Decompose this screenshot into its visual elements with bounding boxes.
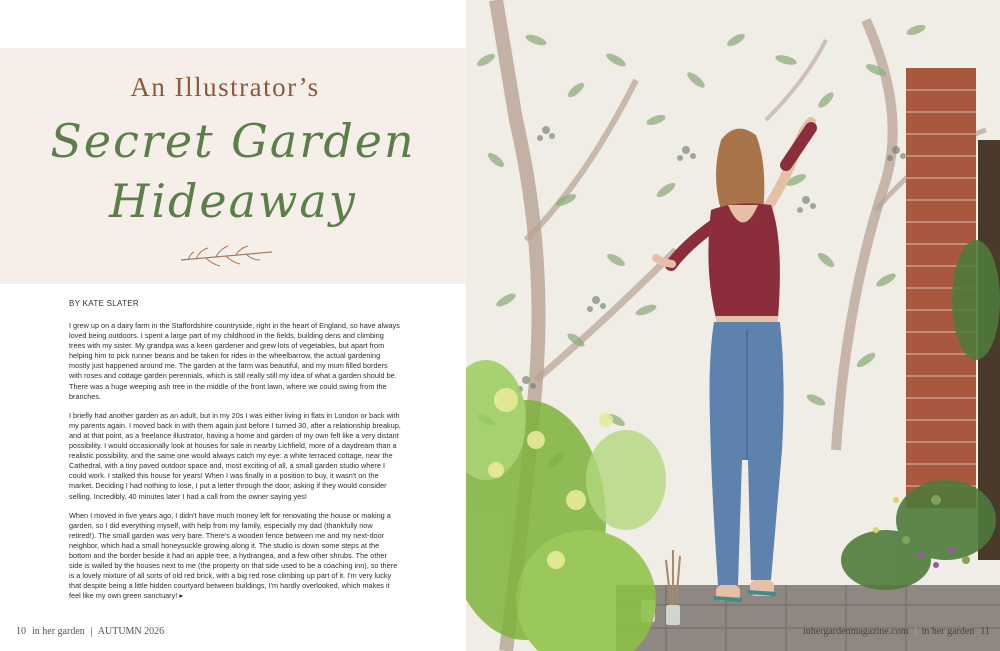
byline: BY KATE SLATER — [69, 299, 140, 308]
right-page-number: 11 — [980, 626, 990, 637]
title-line-1: An Illustrator’s — [130, 72, 320, 102]
right-folio — [803, 626, 990, 637]
paragraph: When I moved in five years ago, I didn't have much money left for renovating the house or making a garden, so I did everything myself, with help from my family, especially my dad (thankfully now retired!). The small garden was very bare. There's a wooden fence between me and my next-door neighbor, which had a small honeysuckle growing along it. The studio is down some steps at the bottom and the border beside it had an apple tree, a hydrangea, and a few other shrubs. The other side is walled by the houses next to me (the property on that side used to be a coaching inn), so there is a lovely mixture of all sorts of old red brick, with a big red rose climbing up part of it. I'm very lucky that despite being a little hidden courtyard between buildings, I'm hardly overlooked, which makes it feel like my own green sanctuary! ▸ — [69, 510, 398, 601]
title-script-line-2: Hideaway — [109, 174, 357, 228]
folio-divider — [915, 627, 916, 637]
leaf-sprig-ornament — [176, 240, 276, 272]
paragraph: I grew up on a dairy farm in the Staffordshire countryside, right in the heart of England, so have always loved being outdoors. I spent a large part of my childhood in the fields, building dens and climbing trees with my sister. My grandpa was a keen gardener and grew lots of vegetables, but apart from helping him to pick runner beans and be taken for rides in the wheelbarrow, the actual gardening mostly just happened around me. The garden at the farm was beautiful, and my mum filled borders with roses and cottage garden perennials, which is still really still my idea of what a garden should be. There was a huge weeping ash tree in the middle of the front lawn, where we could swing from the branches. — [69, 321, 400, 401]
left-page-number: 10 — [16, 626, 26, 637]
website-label: inhergardenmagazine.com — [802, 626, 909, 637]
magazine-name: in her garden — [32, 626, 85, 637]
left-page — [0, 0, 466, 651]
title-script-line-1: Secret Garden — [50, 114, 416, 168]
paragraph: I briefly had another garden as an adult, but in my 20s I was either living in flats in London or back with my parents again. I moved back in with them again just before I turned 30, after a relationship breakup, and at that point, as a freelance illustrator, having a home and garden of my own felt like a very distant possibility. I would occasionally look at houses for sale in nearby Lichfield, more of a daydream than a realistic possibility, and the same one would always catch my eye: a white terraced cottage, near the Cathedral, with a tiny paved outdoor space and, most exciting of all, a small garden studio where I could work. I stalked this house for years! When I was finally in a position to buy, it wasn't on the market. Deciding I had nothing to lose, I put a letter through the door, asking if they would consider selling. Incredibly, 40 minutes later I had a call from the owner saying yes! — [69, 410, 401, 501]
issue-label: AUTUMN 2026 — [97, 626, 165, 637]
photo-illustration — [466, 0, 1000, 651]
folio-divider — [91, 627, 92, 637]
magazine-name: in her garden — [921, 626, 975, 637]
article-body — [69, 321, 401, 610]
left-folio — [16, 626, 164, 637]
garden-mural-photo — [466, 0, 1000, 651]
